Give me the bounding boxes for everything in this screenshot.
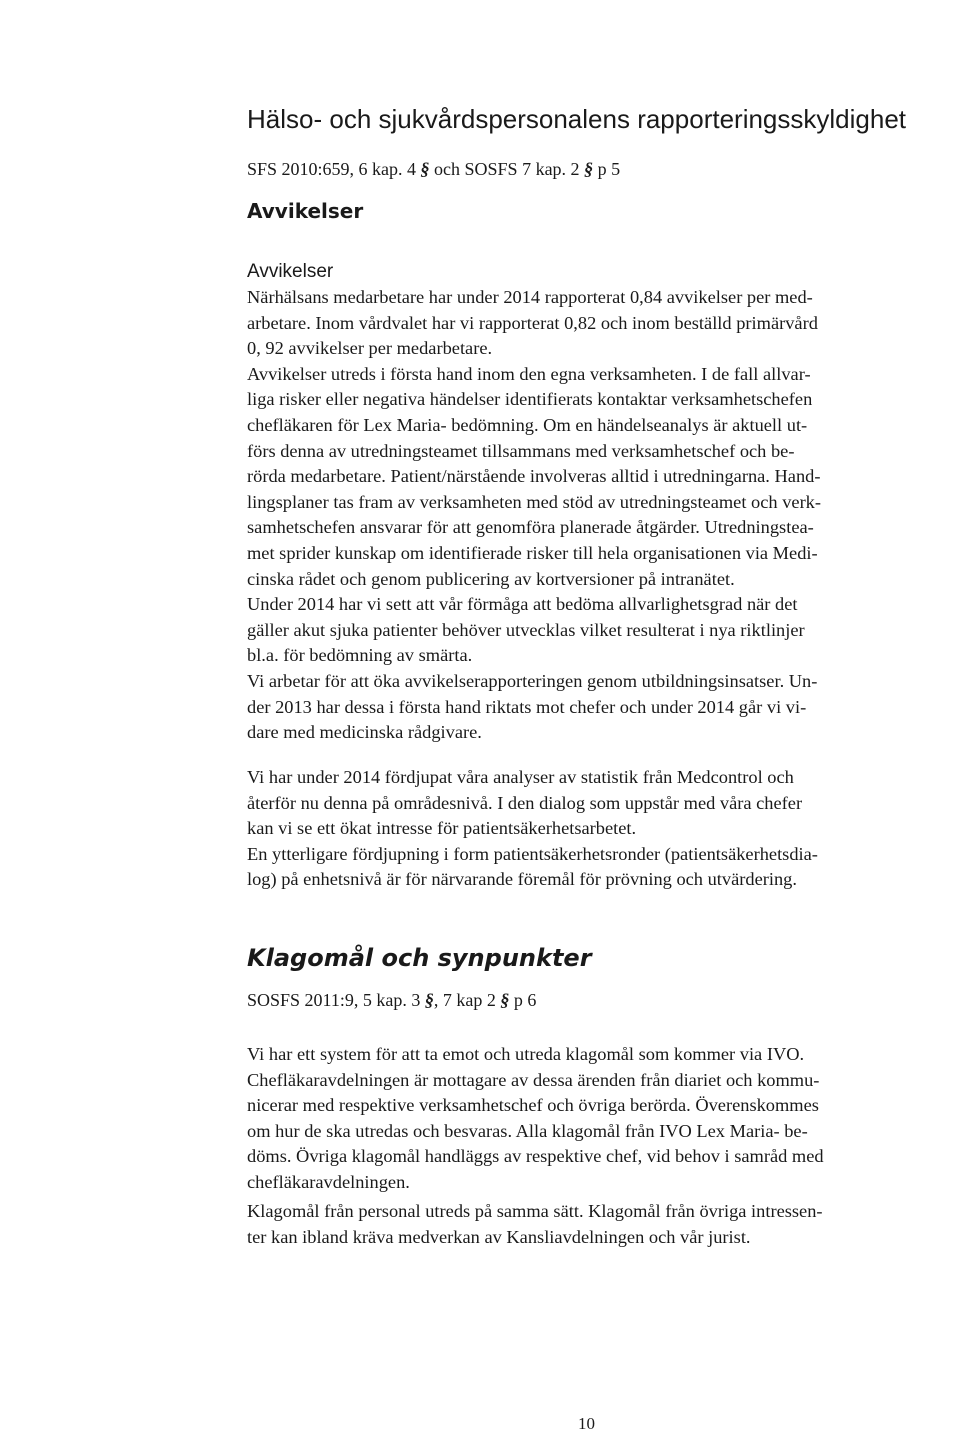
subheading-deviations: Avvikelser	[247, 199, 364, 223]
legal-reference-complaints	[247, 988, 536, 1012]
text-line: Vi har ett system för att ta emot och utreda klagomål som kommer via IVO.	[247, 1044, 805, 1064]
text-line: liga risker eller negativa händelser identifierats kontaktar verksamhetschefen	[247, 389, 813, 410]
complaints-paragraph	[247, 1042, 937, 1196]
analysis-paragraph	[247, 765, 937, 893]
text-line: Avvikelser utreds i första hand inom den egna verksamheten. I de fall allvar-	[247, 363, 811, 384]
text-line: chefläkaren för Lex Maria- bedömning. Om en händelseanalys är aktuell ut-	[247, 414, 808, 435]
text-line: nicerar med respektive verksamhetschef och övriga berörda. Överenskommes	[247, 1095, 819, 1116]
staff-complaints-paragraph	[247, 1199, 937, 1250]
text-line: Vi har under 2014 fördjupat våra analyser av statistik från Medcontrol och	[247, 767, 794, 787]
text-line: bl.a. för bedömning av smärta.	[247, 645, 473, 666]
section-sign-icon: §	[500, 990, 510, 1010]
reference-text: och SOSFS 7 kap. 2	[429, 159, 585, 179]
section-title-complaints: Klagomål och synpunkter	[247, 944, 592, 972]
text-line: samhetschefen ansvarar för att genomföra planerade åtgärder. Utredningstea-	[247, 517, 814, 538]
section-sign-icon: §	[420, 159, 430, 179]
text-line: dare med medicinska rådgivare.	[247, 722, 482, 743]
reference-text: p 6	[509, 990, 537, 1010]
reference-text: p 5	[593, 159, 621, 179]
text-line: Närhälsans medarbetare har under 2014 rapporterat 0,84 avvikelser per med-	[247, 287, 813, 307]
section-sign-icon: §	[424, 990, 434, 1010]
text-line: log) på enhetsnivå är för närvarande föremål för prövning och utvärdering.	[247, 869, 797, 890]
text-line: Under 2014 har vi sett att vår förmåga att bedöma allvarlighetsgrad när det	[247, 594, 798, 615]
text-line: Chefläkaravdelningen är mottagare av dessa ärenden från diariet och kommu-	[247, 1069, 820, 1090]
text-line: Klagomål från personal utreds på samma sätt. Klagomål från övriga intressen-	[247, 1201, 823, 1221]
deviations-label: Avvikelser	[247, 261, 334, 282]
text-line: En ytterligare fördjupning i form patientsäkerhetsronder (patientsäkerhetsdia-	[247, 843, 818, 864]
legal-reference-reporting	[247, 157, 620, 181]
text-line: der 2013 har dessa i första hand riktats mot chefer och under 2014 går vi vi-	[247, 696, 807, 717]
text-line: arbetare. Inom vårdvalet har vi rapporterat 0,82 och inom beställd primärvård	[247, 312, 818, 333]
text-line: rörda medarbetare. Patient/närstående involveras alltid i utredningarna. Hand-	[247, 466, 821, 487]
text-line: Vi arbetar för att öka avvikelserapporteringen genom utbildningsinsatser. Un-	[247, 670, 818, 691]
deviations-paragraph	[247, 285, 937, 746]
section-title-reporting-duty: Hälso- och sjukvårdspersonalens rapporteringsskyldighet	[247, 104, 907, 134]
text-line: met sprider kunskap om identifierade risker till hela organisationen via Medi-	[247, 542, 818, 563]
text-line: chefläkaravdelningen.	[247, 1171, 410, 1192]
reference-text: , 7 kap 2	[433, 990, 501, 1010]
text-line: förs denna av utredningsteamet tillsammans med verksamhetschef och be-	[247, 440, 795, 461]
page-number: 10	[578, 1414, 595, 1433]
text-line: om hur de ska utredas och besvaras. Alla klagomål från IVO Lex Maria- be-	[247, 1120, 808, 1141]
text-line: gäller akut sjuka patienter behöver utvecklas vilket resulterat i nya riktlinjer	[247, 619, 805, 640]
text-line: återför nu denna på områdesnivå. I den dialog som uppstår med våra chefer	[247, 792, 803, 813]
text-line: 0, 92 avvikelser per medarbetare.	[247, 338, 493, 359]
text-line: kan vi se ett ökat intresse för patientsäkerhetsarbetet.	[247, 818, 637, 839]
reference-text: SFS 2010:659, 6 kap. 4	[247, 159, 421, 179]
text-line: lingsplaner tas fram av verksamheten med stöd av utredningsteamet och verk-	[247, 491, 822, 512]
text-line: döms. Övriga klagomål handläggs av respektive chef, vid behov i samråd med	[247, 1146, 824, 1167]
text-line: ter kan ibland kräva medverkan av Kansliavdelningen och vår jurist.	[247, 1226, 751, 1247]
section-sign-icon: §	[584, 159, 594, 179]
reference-text: SOSFS 2011:9, 5 kap. 3	[247, 990, 425, 1010]
text-line: cinska rådet och genom publicering av kortversioner på intranätet.	[247, 568, 735, 589]
